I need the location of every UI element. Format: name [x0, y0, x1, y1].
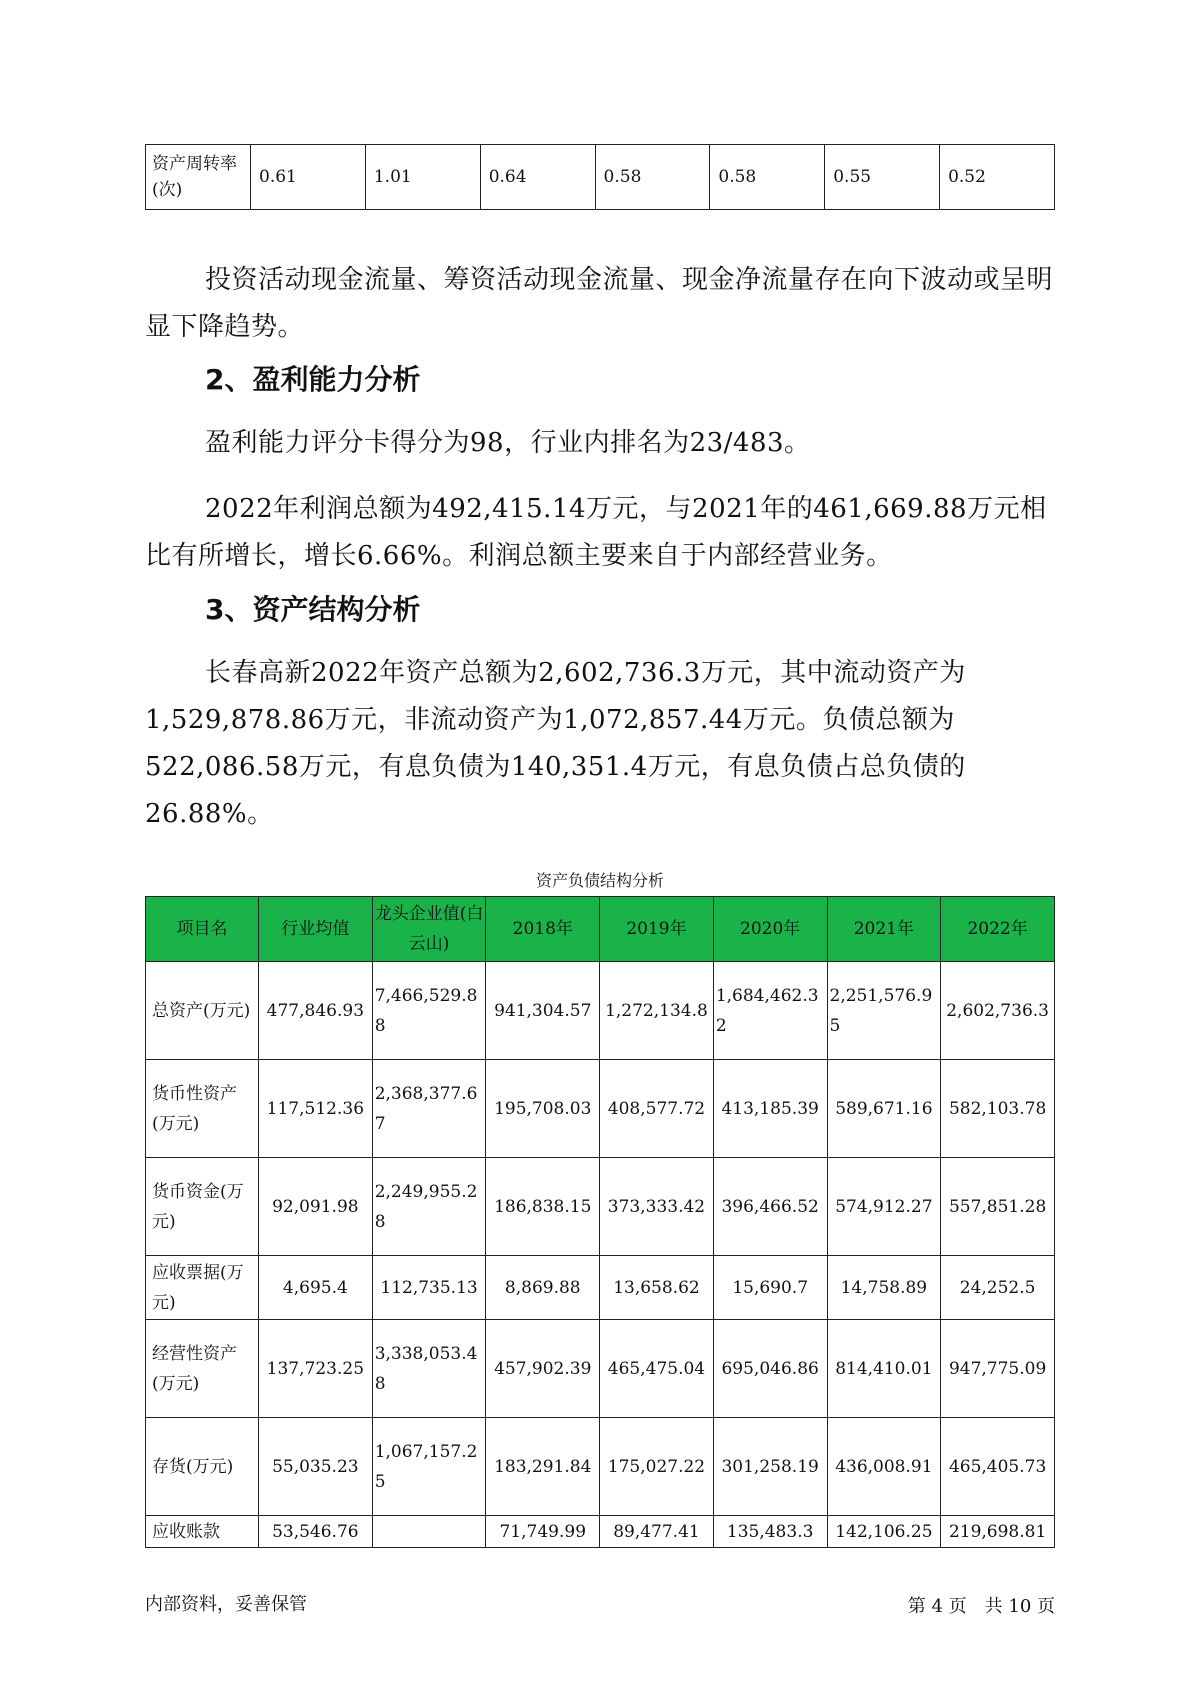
asset-structure-paragraph: 长春高新2022年资产总额为2,602,736.3万元，其中流动资产为1,529,878.86万元，非流动资产为1,072,857.44万元。负债总额为522,086.58万元，有息负债为140,351.4万元，有息负债占总负债的26.88%。: [145, 658, 966, 829]
table-cell: 2,368,377.67: [372, 1060, 486, 1158]
table-cell: [372, 1516, 486, 1548]
row-label: 经营性资产(万元): [146, 1320, 259, 1418]
table-cell: 396,466.52: [713, 1158, 827, 1256]
table-cell: 1.01: [365, 145, 480, 210]
table-row: [146, 1418, 1055, 1516]
table-cell: 413,185.39: [713, 1060, 827, 1158]
section-heading-profitability: 2、盈利能力分析: [205, 363, 421, 396]
table-cell: 408,577.72: [600, 1060, 714, 1158]
table-cell: 0.58: [595, 145, 710, 210]
table-cell: 7,466,529.88: [372, 962, 486, 1060]
table-row: [146, 145, 1055, 210]
table-cell: 1,272,134.8: [600, 962, 714, 1060]
table-cell: 1,684,462.32: [713, 962, 827, 1060]
table-cell: 947,775.09: [941, 1320, 1055, 1418]
column-header: 2019年: [600, 897, 714, 962]
table-cell: 941,304.57: [486, 962, 600, 1060]
table-cell: 92,091.98: [259, 1158, 373, 1256]
table-cell: 53,546.76: [259, 1516, 373, 1548]
table-caption: 资产负债结构分析: [535, 871, 664, 890]
table-cell: 175,027.22: [600, 1418, 714, 1516]
table-cell: 13,658.62: [600, 1256, 714, 1320]
footer-confidential-note: 内部资料，妥善保管: [145, 1594, 307, 1615]
row-label: 应收账款: [146, 1516, 259, 1548]
table-cell: 137,723.25: [259, 1320, 373, 1418]
table-cell: 8,869.88: [486, 1256, 600, 1320]
table-cell: 1,067,157.25: [372, 1418, 486, 1516]
column-header: 2020年: [713, 897, 827, 962]
table-row: [146, 1516, 1055, 1548]
table-cell: 135,483.3: [713, 1516, 827, 1548]
table-cell: 557,851.28: [941, 1158, 1055, 1256]
table-cell: 457,902.39: [486, 1320, 600, 1418]
profitability-score-paragraph: 盈利能力评分卡得分为98，行业内排名为23/483。: [205, 428, 811, 458]
table-cell: 3,338,053.48: [372, 1320, 486, 1418]
footer-page-number: 第 4 页 共 10 页: [907, 1596, 1055, 1617]
table-header-row: [146, 897, 1055, 962]
column-header: 行业均值: [259, 897, 373, 962]
table-cell: 71,749.99: [486, 1516, 600, 1548]
row-label: 应收票据(万元): [146, 1256, 259, 1320]
table-row: [146, 1256, 1055, 1320]
table-cell: 24,252.5: [941, 1256, 1055, 1320]
table-row: [146, 1060, 1055, 1158]
table-cell: 0.64: [480, 145, 595, 210]
turnover-table: [145, 144, 1055, 210]
table-cell: 582,103.78: [941, 1060, 1055, 1158]
table-cell: 2,251,576.95: [827, 962, 941, 1060]
table-cell: 15,690.7: [713, 1256, 827, 1320]
table-cell: 4,695.4: [259, 1256, 373, 1320]
row-label: 货币资金(万元): [146, 1158, 259, 1256]
table-cell: 301,258.19: [713, 1418, 827, 1516]
table-cell: 2,602,736.3: [941, 962, 1055, 1060]
table-cell: 0.52: [940, 145, 1055, 210]
column-header: 2022年: [941, 897, 1055, 962]
table-cell: 0.61: [251, 145, 366, 210]
table-cell: 814,410.01: [827, 1320, 941, 1418]
table-cell: 183,291.84: [486, 1418, 600, 1516]
column-header: 项目名: [146, 897, 259, 962]
section-heading-asset-structure: 3、资产结构分析: [205, 593, 421, 626]
table-cell: 574,912.27: [827, 1158, 941, 1256]
table-cell: 695,046.86: [713, 1320, 827, 1418]
table-cell: 2,249,955.28: [372, 1158, 486, 1256]
table-cell: 142,106.25: [827, 1516, 941, 1548]
table-cell: 117,512.36: [259, 1060, 373, 1158]
table-row: [146, 1158, 1055, 1256]
table-cell: 373,333.42: [600, 1158, 714, 1256]
table-cell: 589,671.16: [827, 1060, 941, 1158]
table-cell: 465,405.73: [941, 1418, 1055, 1516]
table-cell: 0.58: [710, 145, 825, 210]
table-row: [146, 1320, 1055, 1418]
table-cell: 219,698.81: [941, 1516, 1055, 1548]
table-cell: 89,477.41: [600, 1516, 714, 1548]
balance-structure-table: [145, 896, 1055, 1548]
row-label: 货币性资产(万元): [146, 1060, 259, 1158]
column-header: 2021年: [827, 897, 941, 962]
table-cell: 195,708.03: [486, 1060, 600, 1158]
table-row: [146, 962, 1055, 1060]
column-header: 2018年: [486, 897, 600, 962]
table-cell: 0.55: [825, 145, 940, 210]
table-cell: 186,838.15: [486, 1158, 600, 1256]
table-cell: 55,035.23: [259, 1418, 373, 1516]
table-cell: 14,758.89: [827, 1256, 941, 1320]
table-cell: 477,846.93: [259, 962, 373, 1060]
row-label: 总资产(万元): [146, 962, 259, 1060]
row-label: 存货(万元): [146, 1418, 259, 1516]
profit-total-paragraph: 2022年利润总额为492,415.14万元，与2021年的461,669.88万元相比有所增长，增长6.66%。利润总额主要来自于内部经营业务。: [145, 494, 1047, 571]
table-cell: 436,008.91: [827, 1418, 941, 1516]
table-cell: 112,735.13: [372, 1256, 486, 1320]
cashflow-paragraph: 投资活动现金流量、筹资活动现金流量、现金净流量存在向下波动或呈明显下降趋势。: [145, 265, 1054, 342]
column-header: 龙头企业值(白云山): [372, 897, 486, 962]
table-cell: 465,475.04: [600, 1320, 714, 1418]
row-label: 资产周转率(次): [146, 145, 251, 210]
